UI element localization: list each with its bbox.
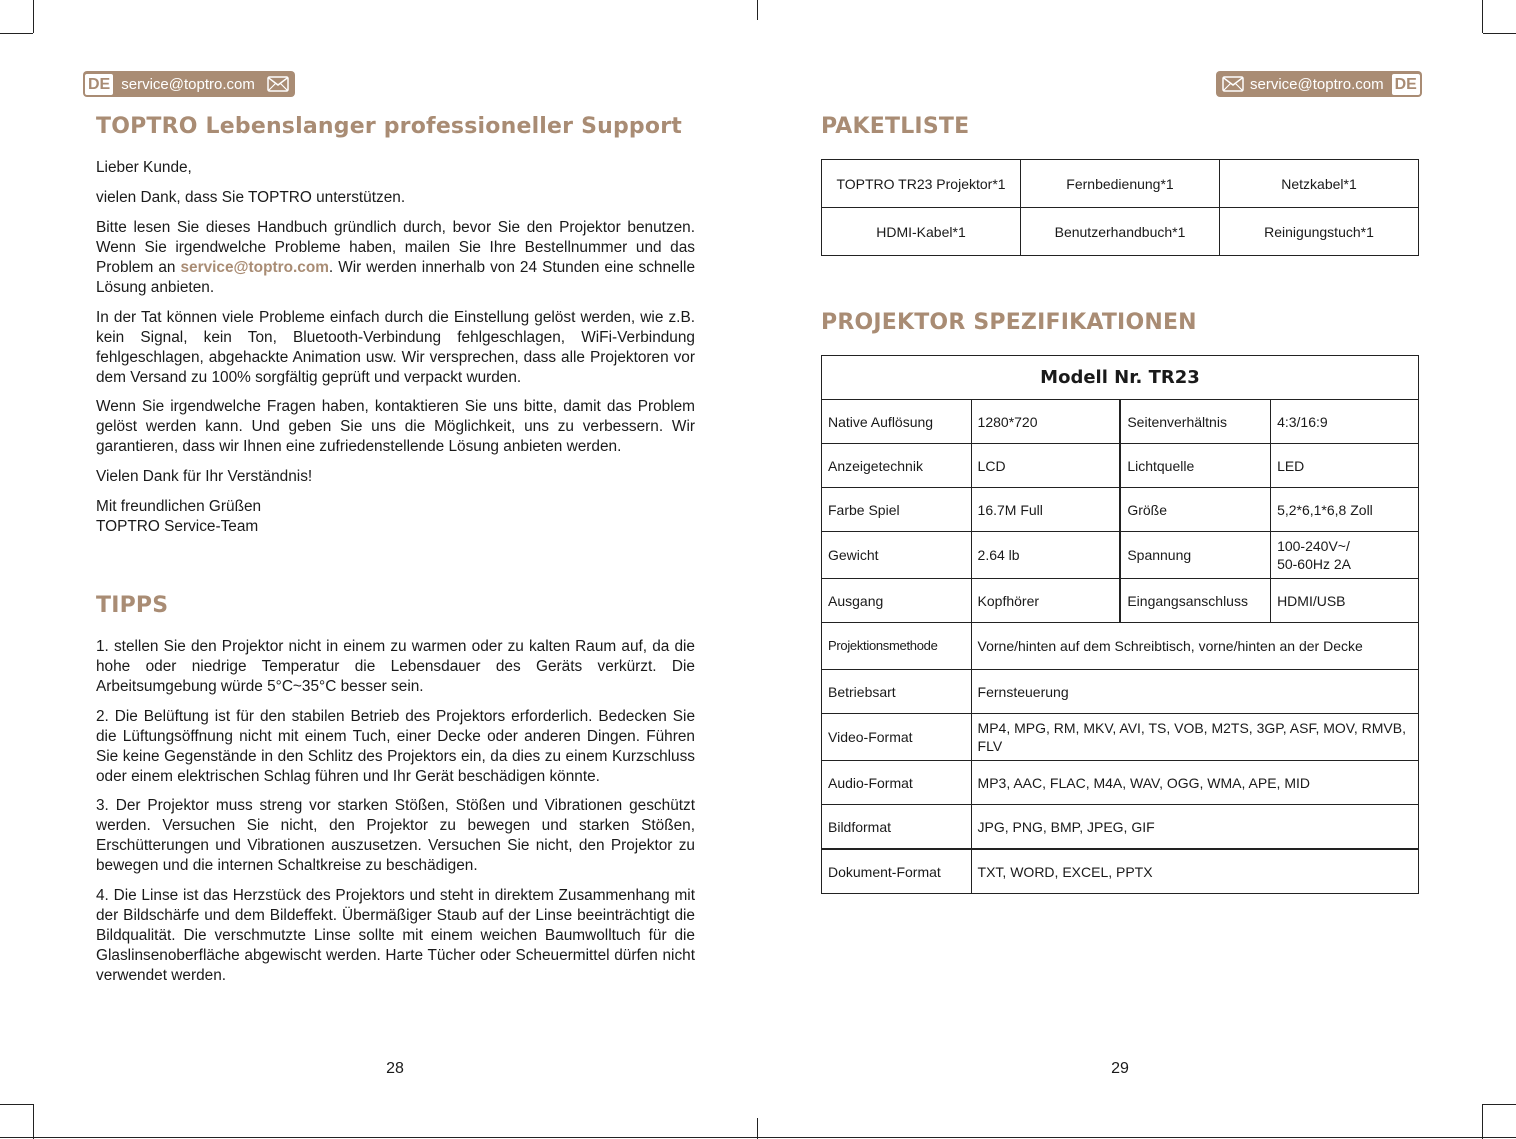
table-row xyxy=(822,208,1419,256)
package-title: PAKETLISTE xyxy=(821,114,970,139)
package-item: HDMI-Kabel*1 xyxy=(822,208,1021,256)
spec-value: 4:3/16:9 xyxy=(1271,400,1419,444)
page-number: 28 xyxy=(386,1060,404,1077)
spec-label: Eingangsanschluss xyxy=(1120,579,1270,623)
spec-value: 2.64 lb xyxy=(971,532,1120,579)
support-title: TOPTRO Lebenslanger professioneller Support xyxy=(96,114,682,139)
spec-label: Farbe Spiel xyxy=(822,488,972,532)
closing-line-2: TOPTRO Service-Team xyxy=(96,517,259,535)
tip-item: 1. stellen Sie den Projektor nicht in einem zu warmen oder zu kalten Raum auf, da die hohe oder niedrige Temperatur die Lebensdauer des Geräts verkürzt. Die Arbeitsumgebung würde 5°C~35°C besser sein. xyxy=(96,638,695,695)
spec-value: Fernsteuerung xyxy=(971,670,1418,714)
spec-value xyxy=(1271,532,1419,579)
spec-label: Dokument-Format xyxy=(822,849,972,894)
envelope-icon xyxy=(267,76,289,92)
paragraph-contact-text: Bitte lesen Sie dieses Handbuch gründlich durch, bevor Sie den Projektor benutzen. Wenn Sie irgendwelche Probleme haben, mailen Sie Ihre Bestellnummer und das Problem an xyxy=(96,219,695,276)
contact-badge xyxy=(1216,71,1422,97)
spec-label: Projektionsmethode xyxy=(822,623,972,670)
spec-value: LCD xyxy=(971,444,1120,488)
spec-label: Ausgang xyxy=(822,579,972,623)
paragraph-contact-tail: . Wir werden innerhalb von 24 Stunden eine schnelle Lösung anbieten. xyxy=(96,259,695,296)
table-row xyxy=(822,805,1419,850)
spec-value: 1280*720 xyxy=(971,400,1120,444)
package-item: Benutzerhandbuch*1 xyxy=(1021,208,1220,256)
tip-item: 3. Der Projektor muss streng vor starken Stößen, Stößen und Vibrationen geschützt werden. Versuchen Sie nicht, den Projektor zu bewegen und starken Stößen, Erschütterungen und Vibrationen auszusetzen. Versuchen Sie nicht, den Projektor zu bewegen und die internen Schaltkreise zu beschädigen. xyxy=(96,797,695,874)
spec-value: MP4, MPG, RM, MKV, AVI, TS, VOB, M2TS, 3GP, ASF, MOV, RMVB, FLV xyxy=(971,714,1418,761)
spec-table xyxy=(821,355,1419,894)
support-email[interactable]: service@toptro.com xyxy=(121,75,255,93)
table-row xyxy=(822,623,1419,670)
spec-value: Vorne/hinten auf dem Schreibtisch, vorne/hinten an der Decke xyxy=(971,623,1418,670)
spec-label: Gewicht xyxy=(822,532,972,579)
paragraph-understanding: Vielen Dank für Ihr Verständnis! xyxy=(96,467,313,485)
spec-value: 5,2*6,1*6,8 Zoll xyxy=(1271,488,1419,532)
spec-value: HDMI/USB xyxy=(1271,579,1419,623)
spec-value: JPG, PNG, BMP, JPEG, GIF xyxy=(971,805,1418,850)
page-number: 29 xyxy=(1111,1060,1129,1077)
paragraph-questions: Wenn Sie irgendwelche Fragen haben, kontaktieren Sie uns bitte, damit das Problem gelöst werden kann. Und geben Sie uns die Möglichkeit, uns zu verbessern. Wir garantieren, dass wir Ihnen eine zufriedenstellende Lösung anbieten werden. xyxy=(96,398,695,455)
thanks-line: vielen Dank, dass Sie TOPTRO unterstützen. xyxy=(96,189,406,206)
spec-label: Video-Format xyxy=(822,714,972,761)
spec-value: MP3, AAC, FLAC, M4A, WAV, OGG, WMA, APE, MID xyxy=(971,761,1418,805)
spec-label: Lichtquelle xyxy=(1120,444,1270,488)
inline-email-link[interactable]: service@toptro.com xyxy=(180,259,329,276)
support-email[interactable]: service@toptro.com xyxy=(1250,75,1384,93)
spec-value: Kopfhörer xyxy=(971,579,1120,623)
spec-label: Bildformat xyxy=(822,805,972,850)
table-row xyxy=(822,356,1419,400)
paragraph-contact xyxy=(96,218,695,298)
package-item: Netzkabel*1 xyxy=(1220,160,1419,208)
envelope-icon xyxy=(1222,76,1244,92)
spec-label: Betriebsart xyxy=(822,670,972,714)
package-item: Reinigungstuch*1 xyxy=(1220,208,1419,256)
spec-label: Audio-Format xyxy=(822,761,972,805)
contact-badge xyxy=(83,71,295,97)
greeting: Lieber Kunde, xyxy=(96,159,192,176)
spec-label: Größe xyxy=(1120,488,1270,532)
voltage-line-1: 100-240V~/ xyxy=(1277,538,1350,554)
support-letter xyxy=(96,158,695,537)
table-row xyxy=(822,670,1419,714)
tips-list xyxy=(96,637,695,995)
table-row xyxy=(822,488,1419,532)
table-row xyxy=(822,400,1419,444)
closing-line-1: Mit freundlichen Grüßen xyxy=(96,497,262,515)
spec-label: Spannung xyxy=(1120,532,1270,579)
table-row xyxy=(822,579,1419,623)
table-row xyxy=(822,160,1419,208)
spec-value: 16.7M Full xyxy=(971,488,1120,532)
table-row xyxy=(822,532,1419,579)
voltage-line-2: 50-60Hz 2A xyxy=(1277,556,1351,572)
spec-value: LED xyxy=(1271,444,1419,488)
paragraph-settings: In der Tat können viele Probleme einfach durch die Einstellung gelöst werden, wie z.B. kein Signal, kein Ton, Bluetooth-Verbindung fehlgeschlagen, WiFi-Verbindung fehlgeschlagen, abgehackte Animation usw. Wir versprechen, dass alle Projektoren vor dem Versand zu 100% sorgfältig geprüft und verpackt wurden. xyxy=(96,308,695,386)
tip-item: 2. Die Belüftung ist für den stabilen Betrieb des Projektors erforderlich. Bedecken Sie die Lüftungsöffnung nicht mit einem Tuch, einer Decke oder anderen Dingen. Führen Sie keine Gegenstände in den Schlitz des Projektors ein, da dies zu einem Kurzschluss oder einem elektrischen Schlag führen und Ihr Gerät beschädigen könnte. xyxy=(96,707,695,785)
table-row xyxy=(822,761,1419,805)
tips-title: TIPPS xyxy=(96,593,169,618)
table-row xyxy=(822,444,1419,488)
tip-item: 4. Die Linse ist das Herzstück des Projektors und steht in direktem Zusammenhang mit der Bildschärfe und dem Bildeffekt. Übermäßiger Staub auf der Linse beeinträchtigt die Bildqualität. Die verschmutzte Linse sollte mit einem weichen Baumwolltuch für die Glaslinsenoberfläche abgewischt werden. Harte Tücher oder Scheuermittel dürfen nicht verwendet werden. xyxy=(96,886,695,984)
spec-label: Seitenverhältnis xyxy=(1120,400,1270,444)
package-item: Fernbedienung*1 xyxy=(1021,160,1220,208)
language-tag: DE xyxy=(1391,73,1421,96)
spec-value: TXT, WORD, EXCEL, PPTX xyxy=(971,849,1418,894)
page-right xyxy=(758,0,1516,1139)
table-row xyxy=(822,714,1419,761)
spec-model-header: Modell Nr. TR23 xyxy=(822,356,1419,400)
table-row xyxy=(822,849,1419,894)
spec-label: Anzeigetechnik xyxy=(822,444,972,488)
language-tag: DE xyxy=(84,73,114,96)
spec-title: PROJEKTOR SPEZIFIKATIONEN xyxy=(821,310,1197,335)
package-table xyxy=(821,159,1419,256)
package-item: TOPTRO TR23 Projektor*1 xyxy=(822,160,1021,208)
spec-label: Native Auflösung xyxy=(822,400,972,444)
